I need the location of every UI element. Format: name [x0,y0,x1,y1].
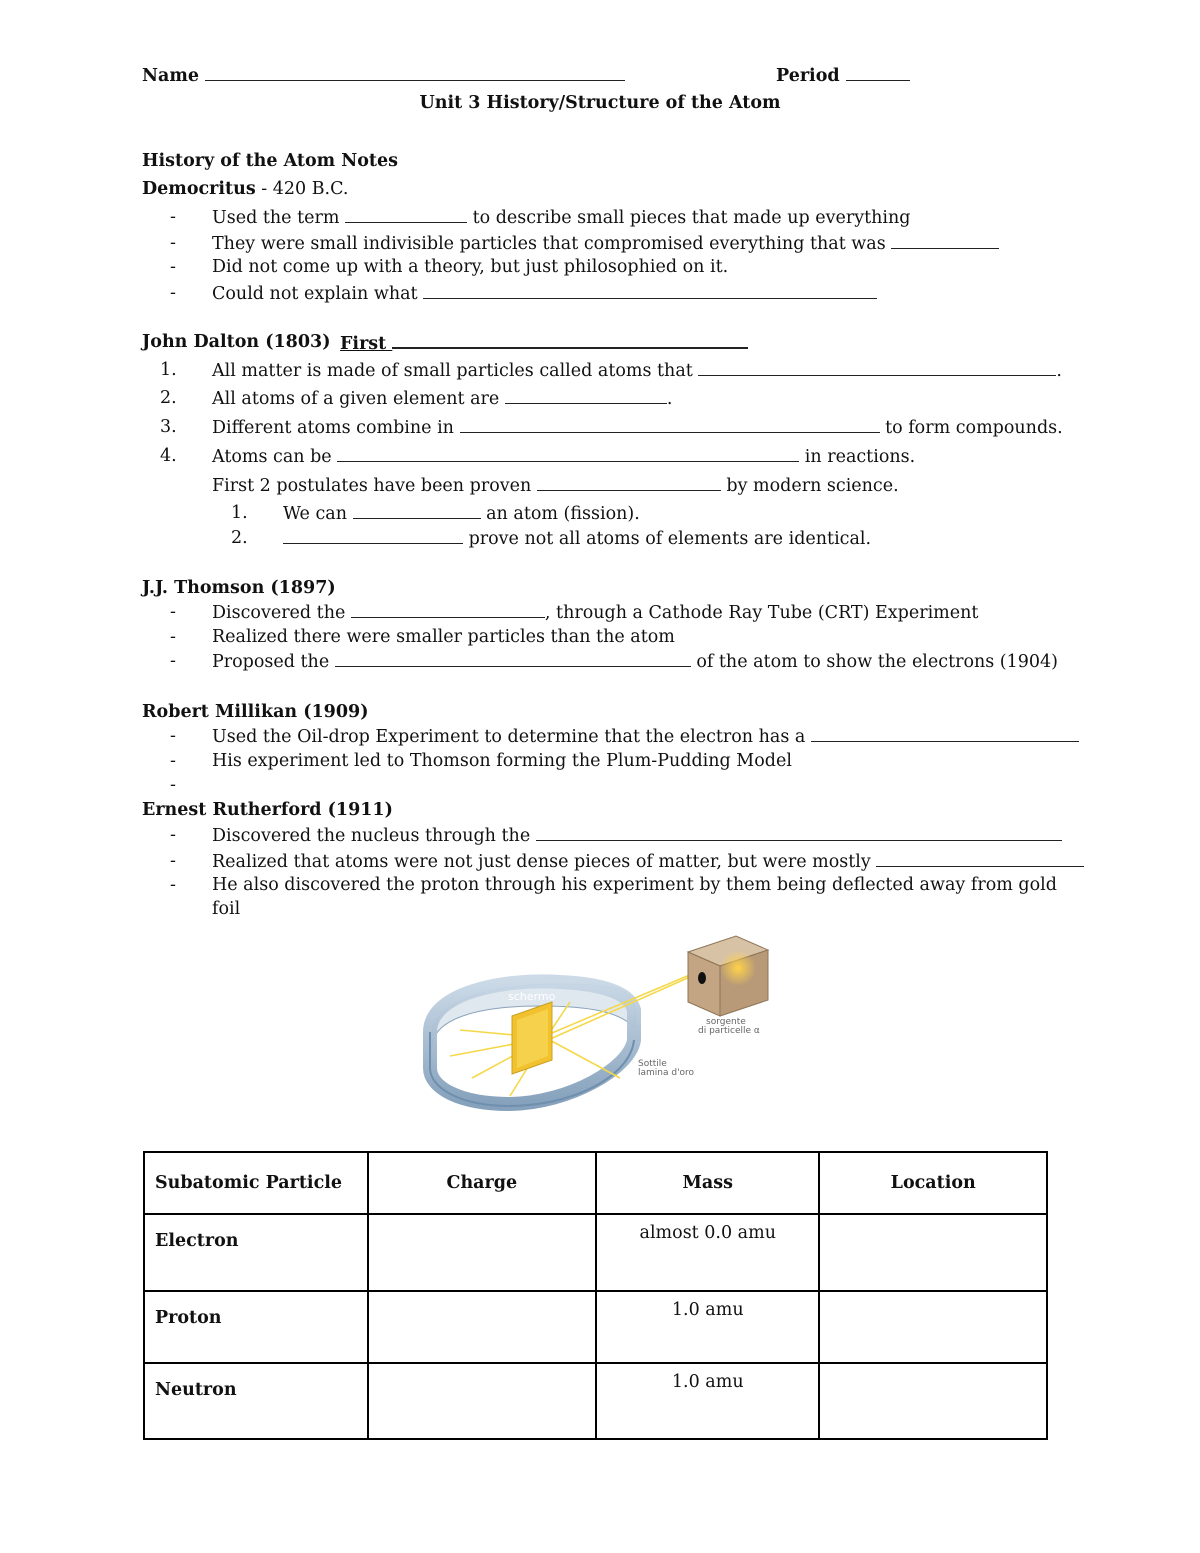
fill-blank[interactable] [811,725,1079,742]
fill-blank[interactable] [460,416,880,433]
table-header-row [144,1152,1047,1214]
proton-location-cell[interactable] [819,1291,1047,1363]
period-label: Period [776,66,840,86]
proton-mass: 1.0 amu [596,1291,819,1363]
fill-blank[interactable] [345,206,467,223]
fill-blank[interactable] [353,502,481,519]
rutherford-heading: Ernest Rutherford (1911) [142,800,393,820]
header-location: Location [819,1152,1047,1214]
name-blank[interactable] [205,64,625,81]
fill-blank[interactable] [537,474,721,491]
electron-charge-cell[interactable] [368,1214,596,1291]
gold-foil-experiment-figure [420,928,790,1112]
table-row [144,1214,1047,1291]
header-subatomic-particle: Subatomic Particle [144,1152,368,1214]
dalton-heading [142,331,393,354]
millikan-heading: Robert Millikan (1909) [142,702,369,722]
electron-mass: almost 0.0 amu [596,1214,819,1291]
fill-blank[interactable] [423,282,877,299]
name-label: Name [142,66,199,86]
table-row [144,1291,1047,1363]
header-charge: Charge [368,1152,596,1214]
fill-blank[interactable] [891,232,999,249]
label-screen: schermo [508,990,556,1003]
label-foil-2: lamina d'oro [638,1068,695,1078]
fill-blank[interactable] [351,601,545,618]
table-row [144,1363,1047,1439]
dalton-first: First [340,331,748,355]
page-title: Unit 3 History/Structure of the Atom [419,93,781,113]
fill-blank[interactable] [536,824,1062,841]
period-field[interactable] [776,64,910,87]
neutron-mass: 1.0 amu [596,1363,819,1439]
fill-blank[interactable] [876,850,1084,867]
label-source-2: di particelle α [698,1026,760,1036]
neutron-charge-cell[interactable] [368,1363,596,1439]
democritus-name: Democritus [142,179,256,199]
period-blank[interactable] [846,64,910,81]
particle-electron: Electron [144,1214,368,1291]
electron-location-cell[interactable] [819,1214,1047,1291]
name-field[interactable] [142,64,625,87]
header-mass: Mass [596,1152,819,1214]
fill-blank[interactable] [505,387,667,404]
fill-blank[interactable] [337,445,799,462]
label-foil-1: Sottile [638,1059,667,1069]
notes-heading: History of the Atom Notes [142,151,398,171]
particle-proton: Proton [144,1291,368,1363]
fill-blank[interactable] [392,331,748,349]
fill-blank[interactable] [283,527,463,544]
dalton-name: John Dalton (1803) [142,332,331,352]
democritus-date: - 420 B.C. [255,179,349,199]
label-source-1: sorgente [706,1017,746,1027]
subatomic-particle-table [143,1151,1048,1440]
democritus-heading [142,178,348,200]
neutron-location-cell[interactable] [819,1363,1047,1439]
thomson-heading: J.J. Thomson (1897) [142,578,336,598]
fill-blank[interactable] [335,650,691,667]
particle-neutron: Neutron [144,1363,368,1439]
fill-blank[interactable] [698,359,1056,376]
proton-charge-cell[interactable] [368,1291,596,1363]
